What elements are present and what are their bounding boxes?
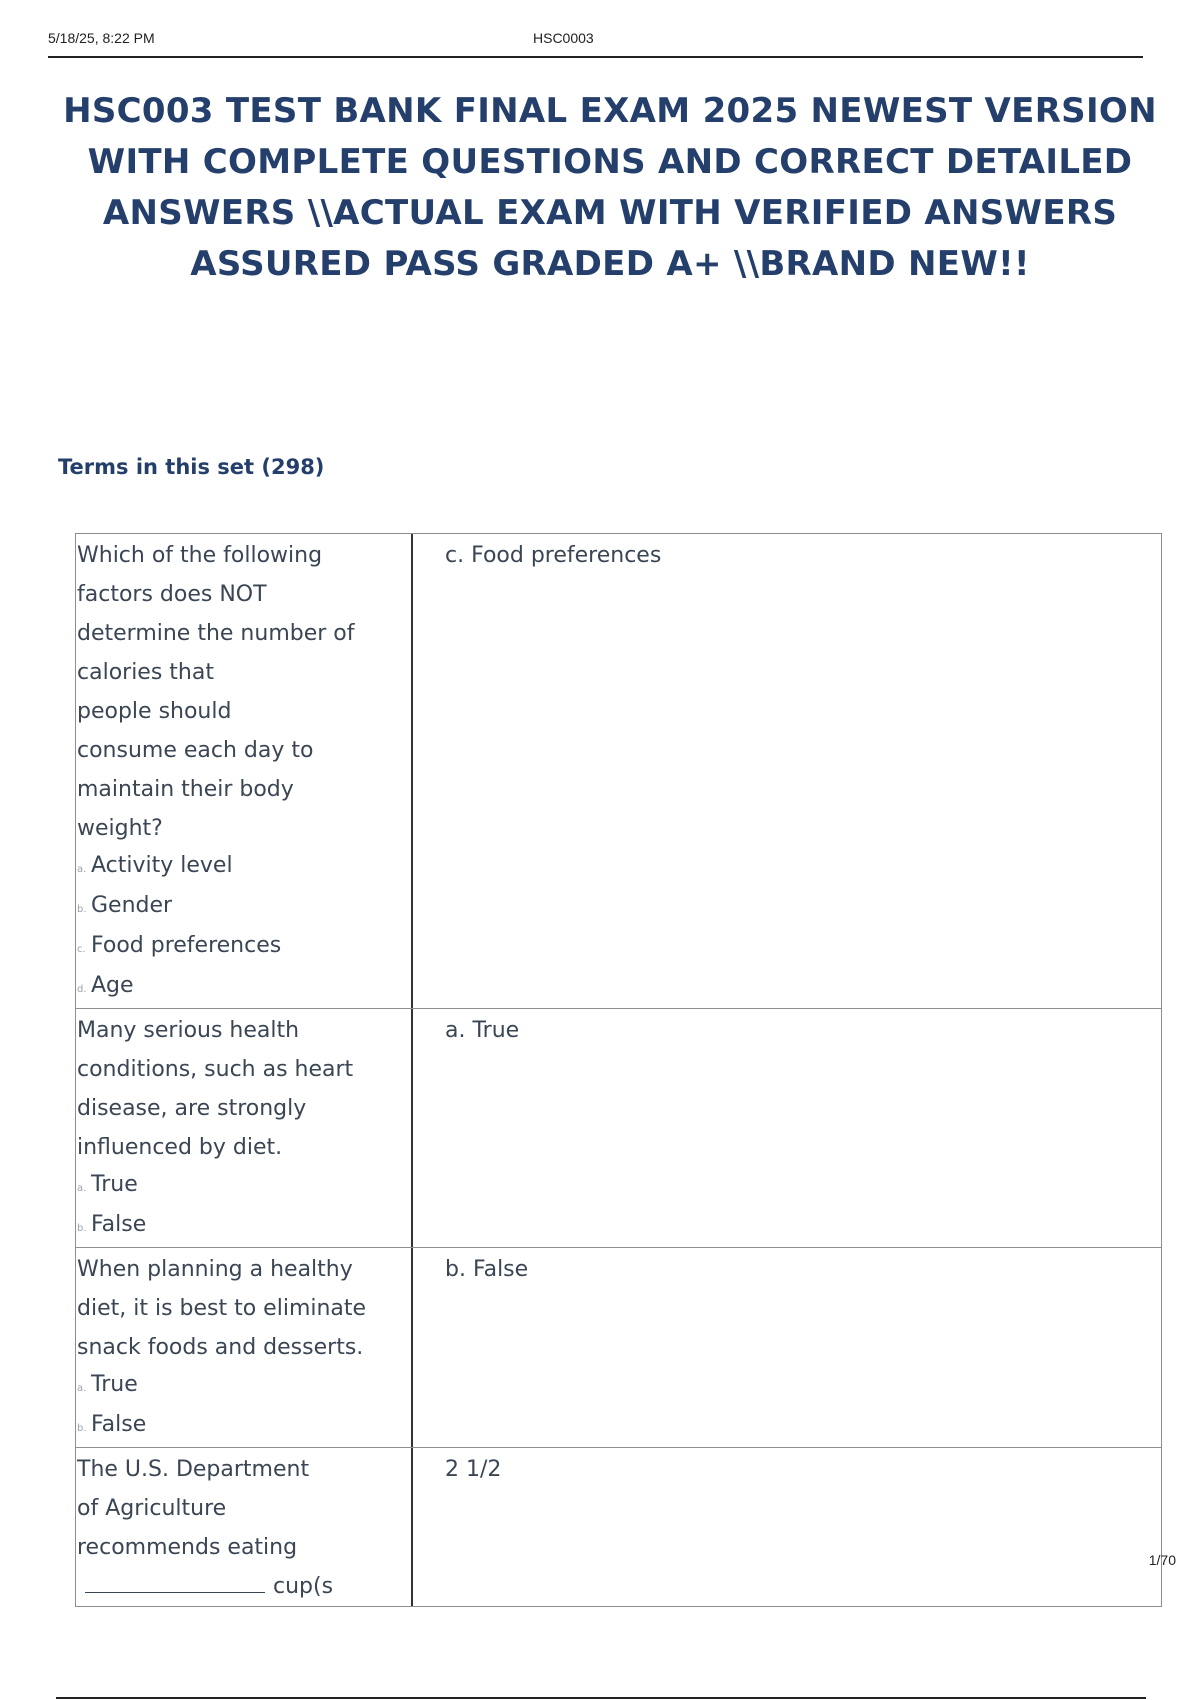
- title-line: HSC003 TEST BANK FINAL EXAM 2025 NEWEST VERSION: [63, 91, 1157, 131]
- question-line: factors does NOT: [77, 582, 267, 607]
- flashcard-row: [76, 1447, 1161, 1606]
- option: [77, 1407, 405, 1447]
- question-line: [77, 1567, 405, 1606]
- option-text: Activity level: [91, 853, 233, 878]
- option: [77, 968, 405, 1008]
- flashcard-row: [76, 534, 1161, 1008]
- option: [77, 888, 405, 928]
- option: [77, 928, 405, 968]
- question-line: snack foods and desserts.: [77, 1335, 364, 1360]
- question-line: recommends eating: [77, 1535, 298, 1560]
- terms-count-heading: Terms in this set (298): [58, 455, 325, 479]
- question-line: Which of the following: [77, 543, 323, 568]
- question-line: people should: [77, 699, 232, 724]
- fill-in-blank: [85, 1592, 265, 1593]
- question-line: disease, are strongly: [77, 1096, 307, 1121]
- answer-cell: a. True: [445, 1018, 520, 1043]
- title-line: ANSWERS \\ACTUAL EXAM WITH VERIFIED ANSWERS: [102, 193, 1118, 233]
- title-line: WITH COMPLETE QUESTIONS AND CORRECT DETAILED: [87, 142, 1133, 182]
- option-letter: a.: [77, 1183, 87, 1194]
- question-line: calories that: [77, 660, 214, 685]
- question-cell: [76, 534, 413, 1008]
- option-letter: b.: [77, 1223, 87, 1234]
- question-line: consume each day to: [77, 738, 314, 763]
- document-title: [30, 86, 1190, 290]
- page-number: 1/70: [1148, 1552, 1176, 1568]
- option-text: True: [91, 1172, 138, 1197]
- answer-cell: c. Food preferences: [445, 543, 662, 568]
- option: [77, 1367, 405, 1407]
- option-text: Gender: [91, 893, 173, 918]
- question-line: maintain their body: [77, 777, 294, 802]
- title-line: ASSURED PASS GRADED A+ \\BRAND NEW!!: [190, 244, 1030, 284]
- option: [77, 1167, 405, 1207]
- option-letter: d.: [77, 984, 87, 995]
- print-datetime: 5/18/25, 8:22 PM: [48, 30, 155, 46]
- option-letter: b.: [77, 1423, 87, 1434]
- answer-cell: b. False: [445, 1257, 529, 1282]
- question-line: conditions, such as heart: [77, 1057, 354, 1082]
- option-text: True: [91, 1372, 138, 1397]
- question-cell: [76, 1009, 413, 1247]
- question-line: When planning a healthy: [77, 1257, 353, 1282]
- option-text: False: [91, 1212, 147, 1237]
- option: [77, 1207, 405, 1247]
- flashcard-row: [76, 1247, 1161, 1447]
- flashcard-table: [75, 533, 1162, 1607]
- question-line: The U.S. Department: [77, 1457, 310, 1482]
- option-letter: c.: [77, 944, 86, 955]
- question-line: determine the number of: [77, 621, 355, 646]
- flashcard-row: [76, 1008, 1161, 1247]
- question-line: diet, it is best to eliminate: [77, 1296, 367, 1321]
- question-line: of Agriculture: [77, 1496, 227, 1521]
- footer-divider: [56, 1697, 1146, 1699]
- option-text: Food preferences: [91, 933, 282, 958]
- question-line: influenced by diet.: [77, 1135, 283, 1160]
- option-text: Age: [91, 973, 134, 998]
- question-line: Many serious health: [77, 1018, 300, 1043]
- page-header: [48, 30, 1143, 58]
- option-letter: a.: [77, 864, 87, 875]
- blank-suffix: cup(s: [273, 1574, 334, 1599]
- option-letter: a.: [77, 1383, 87, 1394]
- question-cell: [76, 1248, 413, 1447]
- question-cell: [76, 1448, 413, 1606]
- option-text: False: [91, 1412, 147, 1437]
- option-letter: b.: [77, 904, 87, 915]
- option: [77, 848, 405, 888]
- print-doc-code: HSC0003: [533, 30, 594, 46]
- answer-cell: 2 1/2: [445, 1457, 502, 1482]
- question-line: weight?: [77, 816, 163, 841]
